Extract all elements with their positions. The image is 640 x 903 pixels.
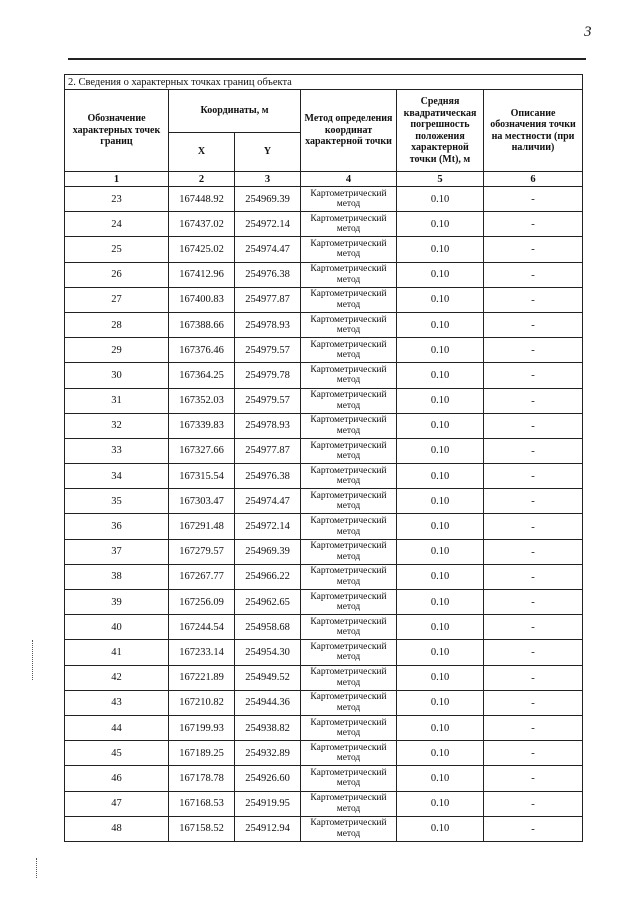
table-row	[65, 464, 583, 489]
x-coordinate-cell: 167221.89	[169, 665, 235, 690]
y-coordinate-cell: 254978.93	[235, 413, 301, 438]
accuracy-cell: 0.10	[397, 312, 484, 337]
table-row	[65, 312, 583, 337]
column-number: 5	[397, 172, 484, 187]
description-cell: -	[484, 438, 583, 463]
description-cell: -	[484, 564, 583, 589]
method-cell: Картометрический метод	[301, 287, 397, 312]
description-cell: -	[484, 262, 583, 287]
x-coordinate-cell: 167425.02	[169, 237, 235, 262]
table-row	[65, 514, 583, 539]
point-id-cell: 44	[65, 715, 169, 740]
x-coordinate-cell: 167233.14	[169, 640, 235, 665]
description-cell: -	[484, 363, 583, 388]
accuracy-cell: 0.10	[397, 791, 484, 816]
x-coordinate-cell: 167400.83	[169, 287, 235, 312]
accuracy-cell: 0.10	[397, 640, 484, 665]
table-row	[65, 262, 583, 287]
y-coordinate-cell: 254976.38	[235, 262, 301, 287]
accuracy-cell: 0.10	[397, 741, 484, 766]
x-coordinate-cell: 167256.09	[169, 590, 235, 615]
header-y: Y	[235, 133, 301, 172]
method-cell: Картометрический метод	[301, 665, 397, 690]
x-coordinate-cell: 167244.54	[169, 615, 235, 640]
boundary-points-table	[64, 74, 583, 842]
point-id-cell: 30	[65, 363, 169, 388]
table-row	[65, 413, 583, 438]
point-id-cell: 28	[65, 312, 169, 337]
table-row	[65, 816, 583, 841]
y-coordinate-cell: 254954.30	[235, 640, 301, 665]
x-coordinate-cell: 167412.96	[169, 262, 235, 287]
accuracy-cell: 0.10	[397, 338, 484, 363]
table-row	[65, 665, 583, 690]
table-row	[65, 489, 583, 514]
x-coordinate-cell: 167178.78	[169, 766, 235, 791]
description-cell: -	[484, 791, 583, 816]
point-id-cell: 45	[65, 741, 169, 766]
x-coordinate-cell: 167364.25	[169, 363, 235, 388]
point-id-cell: 31	[65, 388, 169, 413]
method-cell: Картометрический метод	[301, 262, 397, 287]
method-cell: Картометрический метод	[301, 640, 397, 665]
y-coordinate-cell: 254979.78	[235, 363, 301, 388]
header-accuracy: Средняя квадратическая погрешность положения характерной точки (Mt), м	[397, 90, 484, 172]
table-row	[65, 212, 583, 237]
table-row	[65, 388, 583, 413]
description-cell: -	[484, 464, 583, 489]
header-method: Метод определения координат характерной точки	[301, 90, 397, 172]
method-cell: Картометрический метод	[301, 464, 397, 489]
method-cell: Картометрический метод	[301, 615, 397, 640]
method-cell: Картометрический метод	[301, 212, 397, 237]
method-cell: Картометрический метод	[301, 816, 397, 841]
table-row	[65, 690, 583, 715]
y-coordinate-cell: 254979.57	[235, 338, 301, 363]
y-coordinate-cell: 254976.38	[235, 464, 301, 489]
method-cell: Картометрический метод	[301, 564, 397, 589]
point-id-cell: 25	[65, 237, 169, 262]
accuracy-cell: 0.10	[397, 262, 484, 287]
header-x: X	[169, 133, 235, 172]
accuracy-cell: 0.10	[397, 187, 484, 212]
method-cell: Картометрический метод	[301, 590, 397, 615]
point-id-cell: 23	[65, 187, 169, 212]
description-cell: -	[484, 741, 583, 766]
x-coordinate-cell: 167267.77	[169, 564, 235, 589]
y-coordinate-cell: 254977.87	[235, 438, 301, 463]
point-id-cell: 43	[65, 690, 169, 715]
description-cell: -	[484, 640, 583, 665]
table-row	[65, 766, 583, 791]
x-coordinate-cell: 167448.92	[169, 187, 235, 212]
accuracy-cell: 0.10	[397, 363, 484, 388]
accuracy-cell: 0.10	[397, 766, 484, 791]
method-cell: Картометрический метод	[301, 338, 397, 363]
page-number: 3	[584, 24, 592, 40]
accuracy-cell: 0.10	[397, 489, 484, 514]
point-id-cell: 26	[65, 262, 169, 287]
y-coordinate-cell: 254949.52	[235, 665, 301, 690]
point-id-cell: 32	[65, 413, 169, 438]
accuracy-cell: 0.10	[397, 438, 484, 463]
x-coordinate-cell: 167291.48	[169, 514, 235, 539]
y-coordinate-cell: 254912.94	[235, 816, 301, 841]
point-id-cell: 42	[65, 665, 169, 690]
description-cell: -	[484, 489, 583, 514]
method-cell: Картометрический метод	[301, 741, 397, 766]
point-id-cell: 38	[65, 564, 169, 589]
point-id-cell: 29	[65, 338, 169, 363]
y-coordinate-cell: 254972.14	[235, 514, 301, 539]
point-id-cell: 34	[65, 464, 169, 489]
y-coordinate-cell: 254979.57	[235, 388, 301, 413]
description-cell: -	[484, 338, 583, 363]
y-coordinate-cell: 254969.39	[235, 539, 301, 564]
x-coordinate-cell: 167210.82	[169, 690, 235, 715]
y-coordinate-cell: 254919.95	[235, 791, 301, 816]
y-coordinate-cell: 254969.39	[235, 187, 301, 212]
x-coordinate-cell: 167303.47	[169, 489, 235, 514]
table-row	[65, 715, 583, 740]
x-coordinate-cell: 167352.03	[169, 388, 235, 413]
table-row	[65, 287, 583, 312]
accuracy-cell: 0.10	[397, 388, 484, 413]
x-coordinate-cell: 167339.83	[169, 413, 235, 438]
point-id-cell: 27	[65, 287, 169, 312]
y-coordinate-cell: 254966.22	[235, 564, 301, 589]
method-cell: Картометрический метод	[301, 187, 397, 212]
table-row	[65, 791, 583, 816]
y-coordinate-cell: 254932.89	[235, 741, 301, 766]
table-row	[65, 615, 583, 640]
header-description: Описание обозначения точки на местности (при наличии)	[484, 90, 583, 172]
header-designation: Обозначение характерных точек границ	[65, 90, 169, 172]
point-id-cell: 36	[65, 514, 169, 539]
accuracy-cell: 0.10	[397, 212, 484, 237]
method-cell: Картометрический метод	[301, 539, 397, 564]
point-id-cell: 24	[65, 212, 169, 237]
y-coordinate-cell: 254958.68	[235, 615, 301, 640]
description-cell: -	[484, 212, 583, 237]
table-row	[65, 438, 583, 463]
accuracy-cell: 0.10	[397, 464, 484, 489]
top-rule	[68, 58, 586, 60]
table-row	[65, 741, 583, 766]
x-coordinate-cell: 167437.02	[169, 212, 235, 237]
method-cell: Картометрический метод	[301, 715, 397, 740]
accuracy-cell: 0.10	[397, 514, 484, 539]
point-id-cell: 47	[65, 791, 169, 816]
description-cell: -	[484, 237, 583, 262]
x-coordinate-cell: 167315.54	[169, 464, 235, 489]
description-cell: -	[484, 287, 583, 312]
column-number: 1	[65, 172, 169, 187]
point-id-cell: 48	[65, 816, 169, 841]
x-coordinate-cell: 167199.93	[169, 715, 235, 740]
column-number: 6	[484, 172, 583, 187]
accuracy-cell: 0.10	[397, 690, 484, 715]
table-row	[65, 590, 583, 615]
description-cell: -	[484, 665, 583, 690]
header-coordinates: Координаты, м	[169, 90, 301, 133]
x-coordinate-cell: 167158.52	[169, 816, 235, 841]
accuracy-cell: 0.10	[397, 564, 484, 589]
method-cell: Картометрический метод	[301, 514, 397, 539]
y-coordinate-cell: 254972.14	[235, 212, 301, 237]
accuracy-cell: 0.10	[397, 615, 484, 640]
y-coordinate-cell: 254938.82	[235, 715, 301, 740]
accuracy-cell: 0.10	[397, 413, 484, 438]
accuracy-cell: 0.10	[397, 539, 484, 564]
y-coordinate-cell: 254978.93	[235, 312, 301, 337]
table-row	[65, 237, 583, 262]
accuracy-cell: 0.10	[397, 287, 484, 312]
method-cell: Картометрический метод	[301, 237, 397, 262]
description-cell: -	[484, 388, 583, 413]
method-cell: Картометрический метод	[301, 413, 397, 438]
point-id-cell: 40	[65, 615, 169, 640]
point-id-cell: 41	[65, 640, 169, 665]
table-row	[65, 564, 583, 589]
method-cell: Картометрический метод	[301, 388, 397, 413]
method-cell: Картометрический метод	[301, 489, 397, 514]
description-cell: -	[484, 539, 583, 564]
accuracy-cell: 0.10	[397, 715, 484, 740]
column-number: 3	[235, 172, 301, 187]
description-cell: -	[484, 766, 583, 791]
method-cell: Картометрический метод	[301, 766, 397, 791]
table-row	[65, 640, 583, 665]
accuracy-cell: 0.10	[397, 237, 484, 262]
x-coordinate-cell: 167327.66	[169, 438, 235, 463]
column-number: 4	[301, 172, 397, 187]
description-cell: -	[484, 590, 583, 615]
column-number: 2	[169, 172, 235, 187]
column-number-row	[65, 172, 583, 187]
x-coordinate-cell: 167376.46	[169, 338, 235, 363]
y-coordinate-cell: 254962.65	[235, 590, 301, 615]
y-coordinate-cell: 254926.60	[235, 766, 301, 791]
point-id-cell: 35	[65, 489, 169, 514]
table-row	[65, 187, 583, 212]
table-row	[65, 338, 583, 363]
description-cell: -	[484, 615, 583, 640]
method-cell: Картометрический метод	[301, 791, 397, 816]
description-cell: -	[484, 413, 583, 438]
table-row	[65, 363, 583, 388]
y-coordinate-cell: 254944.36	[235, 690, 301, 715]
method-cell: Картометрический метод	[301, 312, 397, 337]
accuracy-cell: 0.10	[397, 665, 484, 690]
y-coordinate-cell: 254974.47	[235, 489, 301, 514]
point-id-cell: 39	[65, 590, 169, 615]
y-coordinate-cell: 254974.47	[235, 237, 301, 262]
description-cell: -	[484, 514, 583, 539]
point-id-cell: 37	[65, 539, 169, 564]
accuracy-cell: 0.10	[397, 816, 484, 841]
description-cell: -	[484, 690, 583, 715]
point-id-cell: 46	[65, 766, 169, 791]
method-cell: Картометрический метод	[301, 363, 397, 388]
description-cell: -	[484, 187, 583, 212]
x-coordinate-cell: 167168.53	[169, 791, 235, 816]
method-cell: Картометрический метод	[301, 438, 397, 463]
y-coordinate-cell: 254977.87	[235, 287, 301, 312]
scan-margin-mark	[32, 640, 39, 680]
x-coordinate-cell: 167388.66	[169, 312, 235, 337]
x-coordinate-cell: 167279.57	[169, 539, 235, 564]
point-id-cell: 33	[65, 438, 169, 463]
scan-margin-mark	[36, 858, 41, 878]
description-cell: -	[484, 816, 583, 841]
table-row	[65, 539, 583, 564]
accuracy-cell: 0.10	[397, 590, 484, 615]
section-title: 2. Сведения о характерных точках границ объекта	[65, 75, 583, 90]
x-coordinate-cell: 167189.25	[169, 741, 235, 766]
description-cell: -	[484, 312, 583, 337]
method-cell: Картометрический метод	[301, 690, 397, 715]
description-cell: -	[484, 715, 583, 740]
